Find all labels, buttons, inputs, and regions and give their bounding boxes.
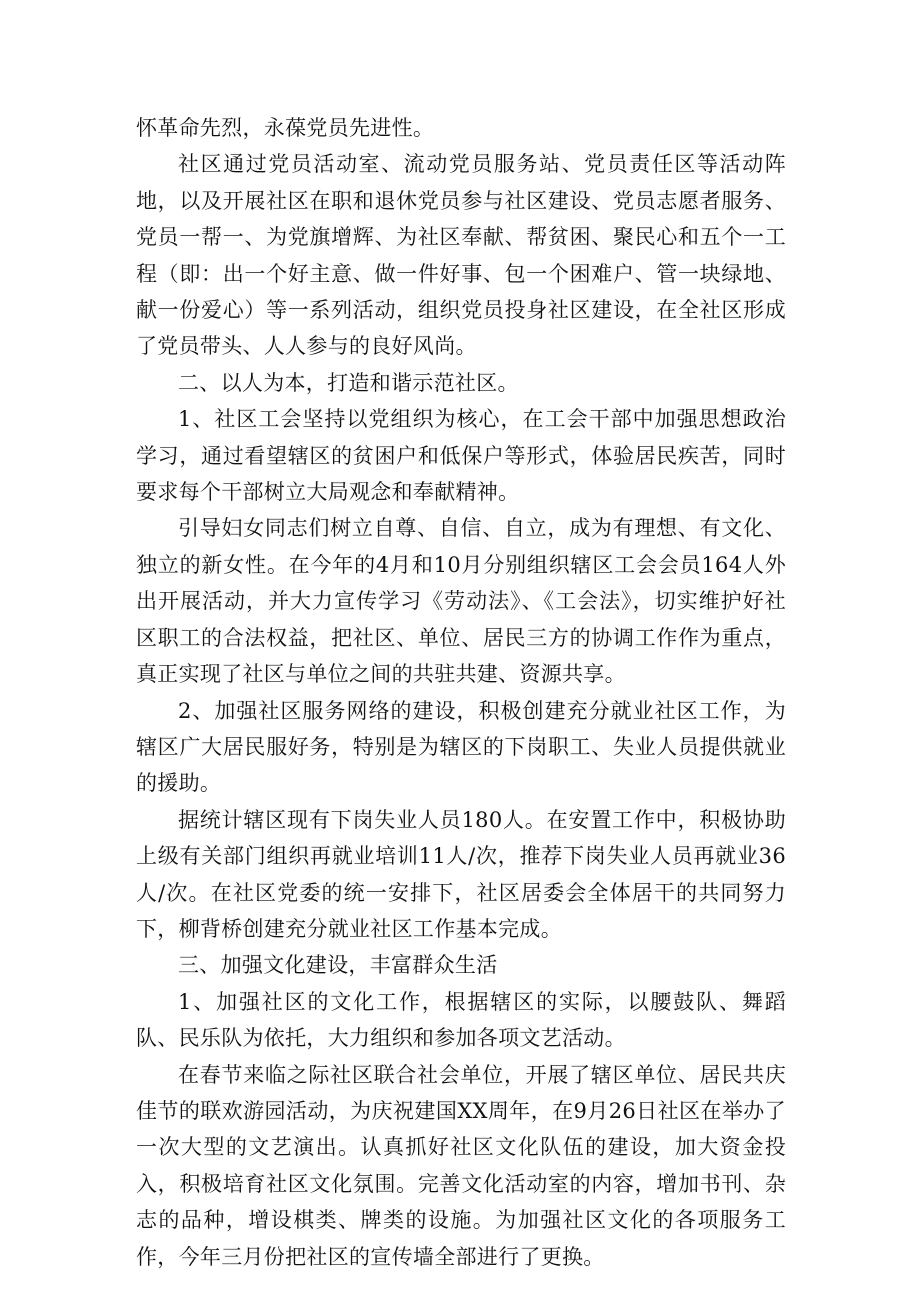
paragraph-continuation: 怀革命先烈，永葆党员先进性。: [136, 116, 435, 140]
section-heading-two: 二、以人为本，打造和谐示范社区。: [178, 370, 519, 395]
paragraph-union-core: 1、社区工会坚持以党组织为核心，在工会干部中加强思想政治学习，通过看望辖区的贫困户和低保户等形式，体验居民疾苦，同时要求每个干部树立大局观念和奉献精神。: [136, 407, 786, 505]
paragraph-women: 引导妇女同志们树立自尊、自信、自立，成为有理想、有文化、独立的新女性。在今年的4月和10月分别组织辖区工会会员164人外出开展活动，并大力宣传学习《劳动法》、《工会法》，切实维护好社区职工的合法权益，把社区、单位、居民三方的协调工作作为重点，真正实现了社区与单位之间的共驻共建、资源共享。: [136, 516, 786, 687]
paragraph-festival: 在春节来临之际社区联合社会单位，开展了辖区单位、居民共庆佳节的联欢游园活动，为庆祝建国XX周年，在9月26日社区在举办了一次大型的文艺演出。认真抓好社区文化队伍的建设，加大资金投入，积极培育社区文化氛围。完善文化活动室的内容，增加书刊、杂志的品种，增设棋类、牌类的设施。为加强社区文化的各项服务工作，今年三月份把社区的宣传墙全部进行了更换。: [136, 1062, 786, 1269]
paragraph-culture-work: 1、加强社区的文化工作，根据辖区的实际，以腰鼓队、舞蹈队、民乐队为依托，大力组织和参加各项文艺活动。: [136, 989, 786, 1051]
paragraph-statistics: 据统计辖区现有下岗失业人员180人。在安置工作中，积极协助上级有关部门组织再就业培训11人/次，推荐下岗失业人员再就业36人/次。在社区党委的统一安排下，社区居委会全体居干的共同努力下，柳背桥创建充分就业社区工作基本完成。: [136, 807, 786, 941]
paragraph-party-activities: 社区通过党员活动室、流动党员服务站、党员责任区等活动阵地，以及开展社区在职和退休党员参与社区建设、党员志愿者服务、党员一帮一、为党旗增辉、为社区奉献、帮贫困、聚民心和五个一工程（即：出一个好主意、做一件好事、包一个困难户、管一块绿地、献一份爱心）等一系列活动，组织党员投身社区建设，在全社区形成了党员带头、人人参与的良好风尚。: [136, 152, 786, 359]
section-heading-three: 三、加强文化建设，丰富群众生活: [178, 953, 498, 978]
paragraph-employment-network: 2、加强社区服务网络的建设，积极创建充分就业社区工作，为辖区广大居民服好务，特别是为辖区的下岗职工、失业人员提供就业的援助。: [136, 698, 786, 796]
document-body: [136, 110, 786, 1275]
